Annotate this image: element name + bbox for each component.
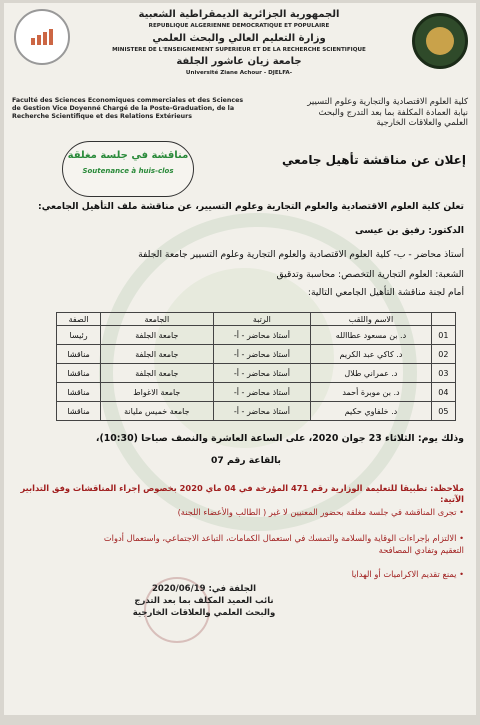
jury-intro: أمام لجنة مناقشة التأهيل الجامعي التالية: <box>307 287 464 298</box>
closed-session-callout <box>62 141 194 197</box>
row-number: 01 <box>431 326 455 345</box>
header-republic-ar: الجمهورية الجزائرية الديمقراطية الشعبية <box>138 9 340 20</box>
member-role: مناقشا <box>57 345 101 364</box>
table-row <box>57 364 456 383</box>
member-name: د. كاكي عبد الكريم <box>311 345 432 364</box>
faculty-name-ar <box>258 97 468 129</box>
faculty-logo <box>14 9 70 65</box>
col-university: الجامعة <box>101 313 214 326</box>
row-number: 03 <box>431 364 455 383</box>
col-name: الاسم واللقب <box>311 313 432 326</box>
document-page <box>4 3 476 715</box>
row-number: 04 <box>431 383 455 402</box>
member-role: مناقشا <box>57 364 101 383</box>
faculty-name-ar-line1: كلية العلوم الاقتصادية والتجارية وعلوم التسيير <box>307 97 468 107</box>
col-rank: الرتبة <box>213 313 311 326</box>
header-ministry-ar: وزارة التعليم العالي والبحث العلمي <box>152 33 326 44</box>
member-name: د. عمراني طلال <box>311 364 432 383</box>
member-role: مناقشا <box>57 383 101 402</box>
table-row <box>57 345 456 364</box>
table-row <box>57 402 456 421</box>
col-number <box>431 313 455 326</box>
note-safety-cont: التعقيم وتفادي المصافحة <box>378 545 464 555</box>
row-number: 02 <box>431 345 455 364</box>
note-safety: • الالتزام بإجراءات الوقاية والسلامة والتمسك في استعمال الكمامات، التباعد الاجتماعي، واستعمال أدوات <box>103 533 464 543</box>
session-room: بالقاعة رقم 07 <box>211 455 281 466</box>
intro-text: تعلن كلية العلوم الاقتصادية والعلوم التجارية وعلوم التسيير، عن مناقشة ملف التأهيل الجامعي: <box>38 201 464 212</box>
member-role: رئيسا <box>57 326 101 345</box>
member-university: جامعة الاغواط <box>101 383 214 402</box>
jury-table-header <box>57 313 456 326</box>
member-role: مناقشا <box>57 402 101 421</box>
member-rank: أستاذ محاضر - أ- <box>213 345 311 364</box>
col-role: الصفة <box>57 313 101 326</box>
candidate-rank: أستاذ محاضر - ب- كلية العلوم الاقتصادية والعلوم التجارية وعلوم التسيير جامعة الجلفة <box>138 249 464 260</box>
member-university: جامعة الجلفة <box>101 326 214 345</box>
member-name: د. خلفاوي حكيم <box>311 402 432 421</box>
header-republic-fr: REPUBLIQUE ALGERIENNE DEMOCRATIQUE ET POPULAIRE <box>148 23 330 29</box>
note-closed-session: • تجرى المناقشة في جلسة مغلقة بحضور المعنيين لا غير ( الطالب والأعضاء اللجنة) <box>177 507 464 517</box>
header-university-ar: جامعة زيان عاشور الجلفة <box>176 56 302 67</box>
member-rank: أستاذ محاضر - أ- <box>213 364 311 383</box>
note-main: ملاحظة: تطبيقا للتعليمة الوزارية رقم 471 المؤرخة في 04 ماي 2020 بخصوص إجراء المناقشات وفق التدابير الآتية: <box>20 483 464 504</box>
table-row <box>57 383 456 402</box>
member-rank: أستاذ محاضر - أ- <box>213 326 311 345</box>
signature-block <box>104 583 304 619</box>
member-university: جامعة خميس مليانة <box>101 402 214 421</box>
member-name: د. بن موبرة أحمد <box>311 383 432 402</box>
closed-session-ar: مناقشة في جلسة مغلقة <box>67 150 189 161</box>
announcement-title: إعلان عن مناقشة تأهيل جامعي <box>282 153 466 167</box>
candidate-name: الدكتور: رفيق بن عيسى <box>354 225 464 236</box>
faculty-name-ar-line2: نيابة العمادة المكلفة بما بعد التدرج والبحث <box>318 107 468 118</box>
faculty-name-fr: Faculté des Sciences Economiques commerciales et des Sciences de Gestion Vice Doyenné Chargé de la Poste-Graduation, de la Recherche Scientifique et des Relations Extérieurs <box>12 97 244 121</box>
signature-title-line2: والبحث العلمي والعلاقات الخارجية <box>132 608 276 618</box>
row-number: 05 <box>431 402 455 421</box>
jury-table <box>56 312 456 421</box>
university-seal-logo <box>412 13 468 69</box>
header-ministry-fr: MINISTERE DE L'ENSEIGNEMENT SUPERIEUR ET DE LA RECHERCHE SCIENTIFIQUE <box>112 47 366 53</box>
closed-session-fr: Soutenance à huis-clos <box>82 167 174 175</box>
candidate-branch: الشعبة: العلوم التجارية التخصص: محاسبة وتدقيق <box>276 269 464 280</box>
member-university: جامعة الجلفة <box>101 364 214 383</box>
session-date: وذلك يوم: الثلاثاء 23 جوان 2020، على الساعة العاشرة والنصف صباحا (10:30)، <box>95 433 464 444</box>
signature-title-line1: نائب العميد المكلف بما بعد التدرج <box>134 596 274 606</box>
table-row <box>57 326 456 345</box>
member-university: جامعة الجلفة <box>101 345 214 364</box>
member-rank: أستاذ محاضر - أ- <box>213 383 311 402</box>
faculty-name-ar-line3: العلمي والعلاقات الخارجية <box>376 118 468 128</box>
signature-date: الجلفة في: 2020/06/19 <box>152 584 256 594</box>
header-university-fr: Université Ziane Achour - DJELFA- <box>185 70 293 76</box>
member-name: د. بن مسعود عطاالله <box>311 326 432 345</box>
note-no-gifts: • يمنع تقديم الاكراميات أو الهدايا <box>351 569 464 579</box>
member-rank: أستاذ محاضر - أ- <box>213 402 311 421</box>
